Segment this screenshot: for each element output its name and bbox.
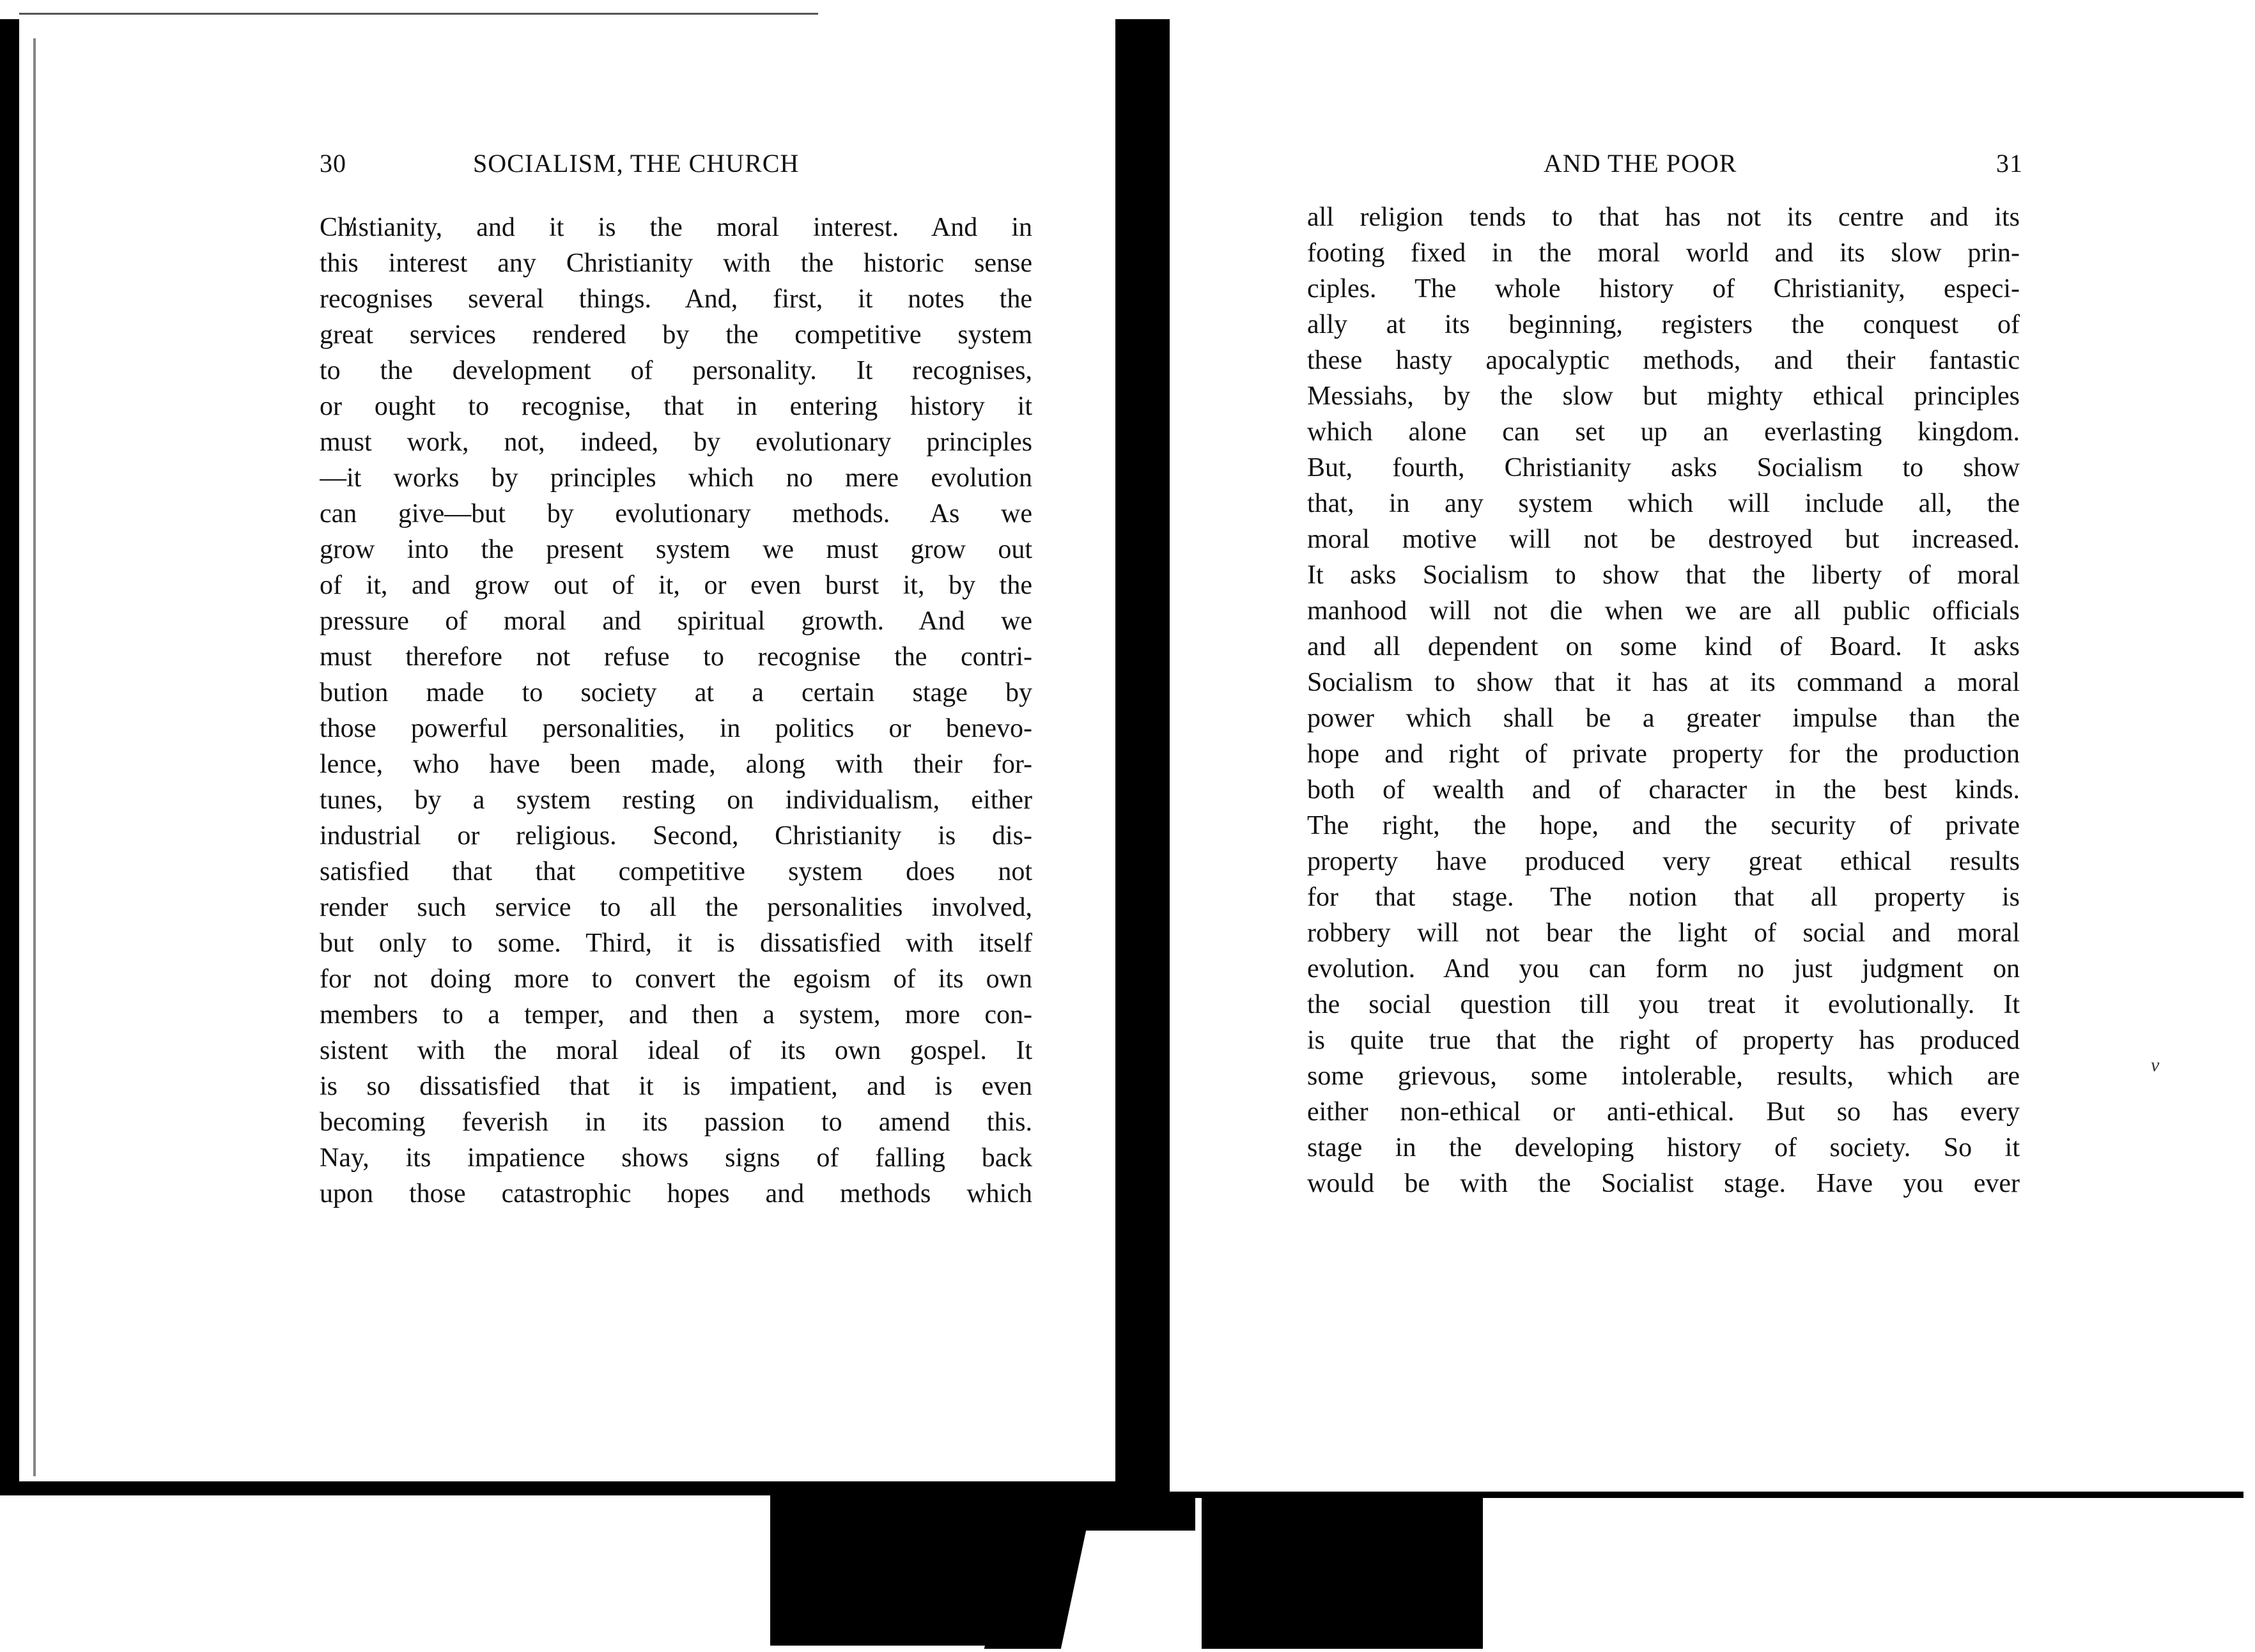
page-number: 31 — [1996, 149, 2023, 178]
text-line: Messiahs, by the slow but mighty ethical principles — [1307, 382, 2020, 411]
text-line: for that stage. The notion that all property is — [1307, 883, 2020, 912]
right-bottom-edge — [1170, 1492, 2243, 1498]
text-line: satisfied that that competitive system does not — [320, 857, 1032, 886]
text-line: to the development of personality. It recognises, — [320, 356, 1032, 385]
running-head-title: AND THE POOR — [1544, 149, 1737, 178]
spine-bottom-shadow-left — [770, 1492, 1026, 1646]
text-line: is quite true that the right of property has produced — [1307, 1026, 2020, 1055]
text-line: industrial or religious. Second, Christianity is dis- — [320, 821, 1032, 851]
text-line: great services rendered by the competitive system — [320, 320, 1032, 350]
text-line: recognises several things. And, first, it notes the — [320, 284, 1032, 314]
text-line: or ought to recognise, that in entering history it — [320, 392, 1032, 421]
text-line: But, fourth, Christianity asks Socialism to show — [1307, 453, 2020, 482]
text-line: can give—but by evolutionary methods. As we — [320, 499, 1032, 529]
text-line: must therefore not refuse to recognise the contri- — [320, 642, 1032, 672]
text-line: It asks Socialism to show that the liberty of moral — [1307, 560, 2020, 590]
text-line: lence, who have been made, along with their for- — [320, 750, 1032, 779]
text-line: footing fixed in the moral world and its slow prin- — [1307, 238, 2020, 268]
spine-bottom-shadow-mid — [997, 1492, 1195, 1531]
text-line: these hasty apocalyptic methods, and their fantastic — [1307, 346, 2020, 375]
text-line: some grievous, some intolerable, results, which are — [1307, 1061, 2020, 1091]
text-line: manhood will not die when we are all public officials — [1307, 596, 2020, 626]
text-line: evolution. And you can form no just judgment on — [1307, 954, 2020, 984]
right-page-body — [1307, 199, 2020, 1201]
right-running-head — [1307, 148, 2023, 187]
text-line: stage in the developing history of society. So it — [1307, 1133, 2020, 1162]
text-line: sistent with the moral ideal of its own gospel. It — [320, 1036, 1032, 1065]
text-line: The right, the hope, and the security of private — [1307, 811, 2020, 840]
text-line: members to a temper, and then a system, more con- — [320, 1000, 1032, 1030]
text-line: that, in any system which will include all, the — [1307, 489, 2020, 518]
left-page — [320, 0, 1035, 1489]
text-line: power which shall be a greater impulse than the — [1307, 704, 2020, 733]
text-line: render such service to all the personalities involved, — [320, 893, 1032, 922]
text-line: tunes, by a system resting on individualism, either — [320, 785, 1032, 815]
text-line: upon those catastrophic hopes and methods which — [320, 1179, 1032, 1208]
right-page — [1307, 0, 2023, 1489]
text-line: ciples. The whole history of Christianity, especi- — [1307, 274, 2020, 304]
text-line: moral motive will not be destroyed but increased. — [1307, 525, 2020, 554]
text-line: is so dissatisfied that it is impatient, and is even — [320, 1072, 1032, 1101]
text-line: this interest any Christianity with the historic sense — [320, 249, 1032, 278]
text-line: and all dependent on some kind of Board. It asks — [1307, 632, 2020, 661]
text-line: becoming feverish in its passion to amend this. — [320, 1108, 1032, 1137]
left-cover-edge — [0, 19, 19, 1495]
text-line: but only to some. Third, it is dissatisfied with itself — [320, 929, 1032, 958]
text-line: either non-ethical or anti-ethical. But so has every — [1307, 1097, 2020, 1127]
running-head-title: SOCIALISM, THE CHURCH — [473, 149, 800, 178]
text-line: which alone can set up an everlasting kingdom. — [1307, 417, 2020, 447]
text-line: hope and right of private property for the production — [1307, 739, 2020, 769]
left-page-body — [320, 210, 1032, 1212]
book-spine-gutter — [1115, 19, 1170, 1499]
spine-bottom-shadow-right — [1202, 1492, 1483, 1649]
text-line: pressure of moral and spiritual growth. And we — [320, 606, 1032, 636]
text-line: Ch̸istianity, and it is the moral interest. And in — [320, 213, 1032, 242]
text-line: all religion tends to that has not its centre and its — [1307, 203, 2020, 232]
text-line: robbery will not bear the light of social and moral — [1307, 918, 2020, 948]
left-running-head — [320, 148, 1035, 187]
text-line: Socialism to show that it has at its command a moral — [1307, 668, 2020, 697]
page-number: 30 — [320, 149, 346, 178]
text-line: of it, and grow out of it, or even burst it, by the — [320, 571, 1032, 600]
text-line: those powerful personalities, in politics or benevo- — [320, 714, 1032, 743]
text-line: for not doing more to convert the egoism of its own — [320, 964, 1032, 994]
text-line: both of wealth and of character in the best kinds. — [1307, 775, 2020, 805]
text-line: ally at its beginning, registers the conquest of — [1307, 310, 2020, 339]
text-line: must work, not, indeed, by evolutionary principles — [320, 428, 1032, 457]
text-line: would be with the Socialist stage. Have you ever — [1307, 1169, 2020, 1198]
text-line: property have produced very great ethical results — [1307, 847, 2020, 876]
stray-ink-mark: v — [2151, 1054, 2160, 1076]
text-line: —it works by principles which no mere evolution — [320, 463, 1032, 493]
left-cover-inner-edge — [33, 38, 36, 1476]
text-line: grow into the present system we must grow out — [320, 535, 1032, 564]
text-line: Nay, its impatience shows signs of falling back — [320, 1143, 1032, 1173]
text-line: bution made to society at a certain stage by — [320, 678, 1032, 707]
text-line: the social question till you treat it evolutionally. It — [1307, 990, 2020, 1019]
